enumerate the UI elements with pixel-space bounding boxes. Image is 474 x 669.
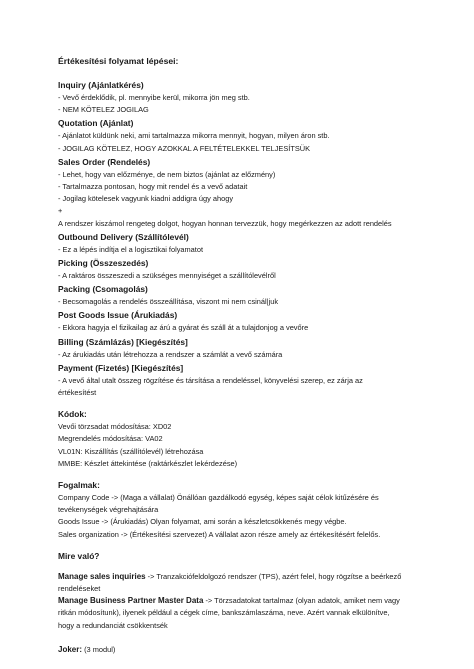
purpose-item-continuation: rendeléseket (58, 584, 101, 594)
purpose-item-text: -> Tranzakciófeldolgozó rendszer (TPS), azért felel, hogy rögzítse a beérkező (147, 571, 402, 581)
purpose-section (58, 550, 416, 632)
purpose-item-continuation: ritkán módosítunk), ilyenek például a cégek címe, bankszámlaszáma, neve. Azért vannak elkülönítve, (58, 608, 390, 618)
step-outbound-delivery (58, 231, 416, 256)
step-line: - Ez a lépés indítja el a logisztikai folyamatot (58, 244, 204, 254)
code-line: Vevői törzsadat módosítása: XD02 (58, 422, 172, 432)
step-sales-order (58, 156, 416, 230)
purpose-item-label: Manage sales inquiries (58, 571, 146, 581)
step-line: + (58, 206, 63, 216)
step-picking (58, 257, 416, 282)
concept-line: Goods Issue -> (Árukiadás) Olyan folyamat, ami során a készletcsökkenés megy végbe. (58, 517, 347, 527)
step-quotation (58, 117, 416, 154)
code-line: VL01N: Kiszállítás (szállítólevél) létrehozása (58, 446, 204, 456)
joker-label: Joker: (58, 644, 83, 654)
step-line: - Ajánlatot küldünk neki, ami tartalmazza mikorra mennyit, hogyan, milyen áron stb. (58, 131, 330, 141)
codes-heading: Kódok: (58, 409, 87, 420)
step-line: - A raktáros összeszedi a szükséges mennyiséget a szállítólevélről (58, 271, 276, 281)
step-billing (58, 336, 416, 361)
step-line: értékesítést (58, 388, 97, 398)
step-heading: Picking (Összeszedés) (58, 258, 149, 269)
step-line: A rendszer kiszámol rengeteg dolgot, hogyan honnan tervezzük, hogy megérkezzen az adott rendelés (58, 218, 392, 228)
purpose-item-label: Manage Business Partner Master Data (58, 596, 204, 606)
step-line: - Becsomagolás a rendelés összeállítása, viszont mi nem csinál|juk (58, 297, 279, 307)
step-line: - Vevő érdeklődik, pl. mennyibe kerül, mikorra jön meg stb. (58, 93, 250, 102)
step-heading: Billing (Számlázás) [Kiegészítés] (58, 336, 188, 347)
concepts-heading: Fogalmak: (58, 480, 100, 491)
code-line: MMBE: Készlet áttekintése (raktárkészlet lekérdezése) (58, 458, 238, 468)
step-line: - JOGILAG KÖTELEZ, HOGY AZOKKAL A FELTÉTELEKKEL TELJESÍTSÜK (58, 143, 311, 153)
step-heading: Outbound Delivery (Szállítólevél) (58, 231, 189, 242)
concepts-section (58, 479, 416, 541)
purpose-item (58, 595, 416, 607)
step-line: - NEM KÖTELEZ JOGILAG (58, 105, 149, 115)
step-heading: Inquiry (Ajánlatkérés) (58, 80, 144, 90)
step-packing (58, 283, 416, 308)
purpose-item-text: -> Törzsadatokat tartalmaz (olyan adatok, amiket nem vagy (205, 596, 400, 606)
step-line: - Az árukiadás után létrehozza a rendszer a számlát a vevő számára (58, 349, 283, 359)
step-heading: Packing (Csomagolás) (58, 284, 148, 295)
step-heading: Post Goods Issue (Árukiadás) (58, 310, 178, 321)
concept-line: tevékenységek végrehajtására (58, 505, 159, 515)
document-title: Értékesítési folyamat lépései: (58, 56, 179, 66)
step-post-goods-issue (58, 309, 416, 334)
joker-text: (3 modul) (84, 644, 116, 654)
concept-line: Company Code -> (Maga a vállalat) Önállóan gazdálkodó egység, képes saját célok kitűzésére és (58, 493, 379, 503)
step-line: - A vevő által utalt összeg rögzítése és társítása a rendeléssel, könyvelési szerep, ez zárja az (58, 375, 363, 385)
code-line: Megrendelés módosítása: VA02 (58, 434, 163, 444)
joker-line (58, 644, 416, 656)
codes-section (58, 408, 416, 470)
step-heading: Payment (Fizetés) [Kiegészítés] (58, 362, 184, 373)
step-line: - Jogilag kötelesek vagyunk kiadni addigra úgy ahogy (58, 194, 234, 204)
purpose-heading: Mire való? (58, 550, 100, 561)
purpose-item (58, 571, 416, 583)
step-line: - Ekkora hagyja el fizikailag az árú a gyárat és száll át a tulajdonjog a vevőre (58, 323, 309, 333)
step-line: - Tartalmazza pontosan, hogy mit rendel és a vevő adatait (58, 182, 248, 192)
step-heading: Quotation (Ajánlat) (58, 118, 134, 129)
step-line: - Lehet, hogy van előzménye, de nem biztos (ajánlat az előzmény) (58, 169, 276, 179)
concept-line: Sales organization -> (Értékesítési szervezet) A vállalat azon része amely az értékesítésért felelős. (58, 529, 381, 539)
step-heading: Sales Order (Rendelés) (58, 156, 151, 167)
step-payment (58, 362, 416, 399)
purpose-item-continuation: hogy a redundanciát csökkentsék (58, 620, 168, 630)
step-inquiry (58, 79, 416, 116)
